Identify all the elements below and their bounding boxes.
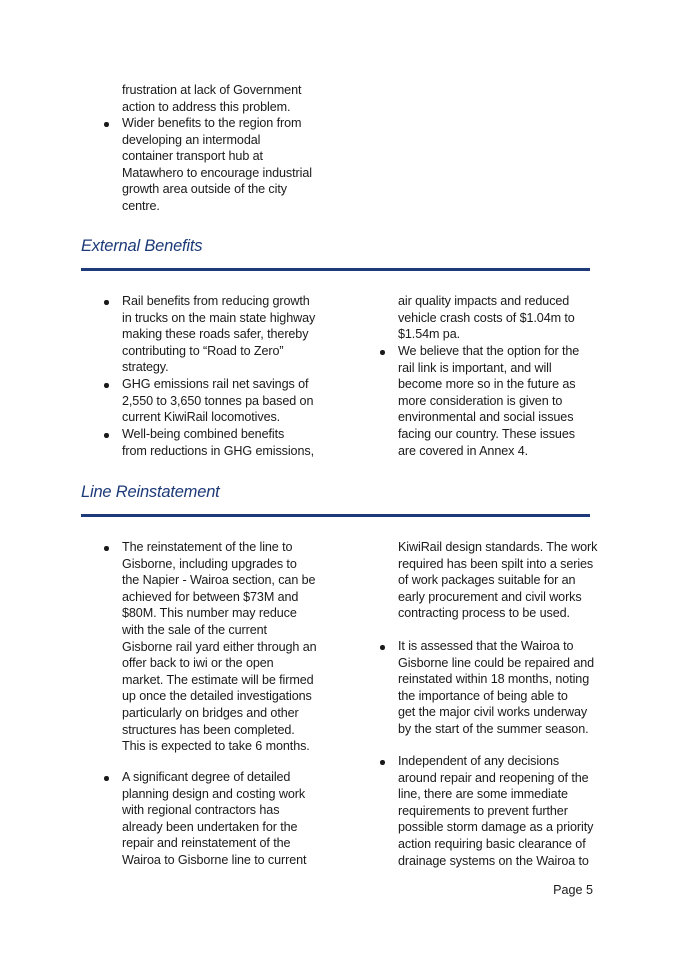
text-line: strategy. — [122, 360, 169, 375]
bullet-icon — [380, 760, 385, 765]
text-line: the Napier - Wairoa section, can be — [122, 573, 316, 588]
text-line: contracting process to be used. — [398, 606, 570, 621]
text-line: up once the detailed investigations — [122, 689, 312, 704]
bullet-icon — [104, 383, 109, 388]
text-line: reinstated within 18 months, noting — [398, 672, 590, 687]
top-continuation — [122, 82, 301, 115]
section-divider — [81, 268, 590, 271]
text-line: required has been spilt into a series — [398, 556, 594, 571]
text-line: The reinstatement of the line to — [122, 540, 293, 554]
list-item-continuation — [398, 293, 575, 343]
text-line: GHG emissions rail net savings of — [122, 377, 309, 391]
list-item-repair-timeline — [398, 638, 594, 738]
text-line: This is expected to take 6 months. — [122, 739, 310, 754]
bullet-icon — [104, 546, 109, 551]
bullet-icon — [104, 433, 109, 438]
list-item-rail-link-option — [398, 343, 579, 459]
text-line: A significant degree of detailed — [122, 770, 291, 784]
text-line: action requiring basic clearance of — [398, 836, 586, 851]
text-line: get the major civil works underway — [398, 705, 588, 720]
section-divider — [81, 514, 590, 517]
text-line: We believe that the option for the — [398, 344, 580, 358]
text-line: already been undertaken for the — [122, 819, 298, 834]
text-line: developing an intermodal — [122, 132, 261, 147]
bullet-icon — [104, 300, 109, 305]
text-line: structures has been completed. — [122, 722, 295, 737]
text-line: rail link is important, and will — [398, 360, 552, 375]
text-line: air quality impacts and reduced — [398, 294, 570, 308]
bullet-icon — [104, 776, 109, 781]
section-heading-line-reinstatement: Line Reinstatement — [81, 483, 220, 501]
text-line: drainage systems on the Wairoa to — [398, 853, 589, 868]
text-line: $80M. This number may reduce — [122, 606, 297, 621]
text-line: Rail benefits from reducing growth — [122, 294, 310, 308]
list-item-ghg-emissions — [122, 376, 313, 426]
text-line: more consideration is given to — [398, 393, 563, 408]
text-line: possible storm damage as a priority — [398, 820, 594, 835]
text-line: growth area outside of the city — [122, 182, 287, 197]
text-line: repair and reinstatement of the — [122, 836, 291, 851]
text-line: vehicle crash costs of $1.04m to — [398, 310, 575, 325]
text-line: by the start of the summer season. — [398, 721, 589, 736]
list-item-reinstatement-cost — [122, 539, 317, 755]
list-item-wider-benefits — [122, 115, 312, 215]
text-line: It is assessed that the Wairoa to — [398, 639, 574, 653]
text-line: the importance of being able to — [398, 688, 568, 703]
text-line: making these roads safer, thereby — [122, 327, 309, 342]
text-line: contributing to “Road to Zero” — [122, 343, 284, 358]
text-line: in trucks on the main state highway — [122, 310, 316, 325]
text-line: Well-being combined benefits — [122, 427, 285, 441]
text-line: line, there are some immediate — [398, 787, 568, 802]
text-line: $1.54m pa. — [398, 327, 461, 342]
text-line: action to address this problem. — [122, 99, 291, 114]
bullet-icon — [104, 122, 109, 127]
text-line: container transport hub at — [122, 149, 263, 164]
text-line: current KiwiRail locomotives. — [122, 410, 281, 425]
text-line: with the sale of the current — [122, 622, 267, 637]
text-line: of work packages suitable for an — [398, 573, 576, 588]
bullet-icon — [380, 350, 385, 355]
text-line: Matawhero to encourage industrial — [122, 165, 312, 180]
section-heading-external-benefits: External Benefits — [81, 237, 203, 255]
page-number: Page 5 — [553, 883, 593, 897]
text-line: environmental and social issues — [398, 410, 574, 425]
list-item-rail-benefits — [122, 293, 315, 376]
text-line: with regional contractors has — [122, 803, 280, 818]
text-line: 2,550 to 3,650 tonnes pa based on — [122, 393, 314, 408]
list-item-well-being — [122, 426, 314, 459]
text-line: Wairoa to Gisborne line to current — [122, 852, 307, 867]
text-line: Gisborne, including upgrades to — [122, 556, 297, 571]
text-line: planning design and costing work — [122, 786, 306, 801]
text-line: achieved for between $73M and — [122, 589, 299, 604]
text-line: particularly on bridges and other — [122, 705, 299, 720]
text-line: offer back to iwi or the open — [122, 656, 274, 671]
text-line: early procurement and civil works — [398, 589, 582, 604]
text-line: KiwiRail design standards. The work — [398, 540, 598, 554]
text-line: frustration at lack of Government — [122, 83, 302, 97]
list-item-immediate-requirements — [398, 753, 593, 869]
text-line: become more so in the future as — [398, 377, 576, 392]
list-item-continuation — [398, 539, 597, 622]
list-item-detailed-planning — [122, 769, 306, 869]
text-line: centre. — [122, 198, 160, 213]
text-line: Gisborne rail yard either through an — [122, 639, 317, 654]
text-line: Gisborne line could be repaired and — [398, 655, 595, 670]
text-line: Independent of any decisions — [398, 754, 560, 768]
bullet-icon — [380, 645, 385, 650]
text-line: from reductions in GHG emissions, — [122, 443, 314, 458]
text-line: requirements to prevent further — [398, 803, 568, 818]
text-line: are covered in Annex 4. — [398, 443, 529, 458]
text-line: market. The estimate will be firmed — [122, 672, 314, 687]
text-line: Wider benefits to the region from — [122, 116, 302, 130]
text-line: around repair and reopening of the — [398, 770, 589, 785]
text-line: facing our country. These issues — [398, 426, 575, 441]
